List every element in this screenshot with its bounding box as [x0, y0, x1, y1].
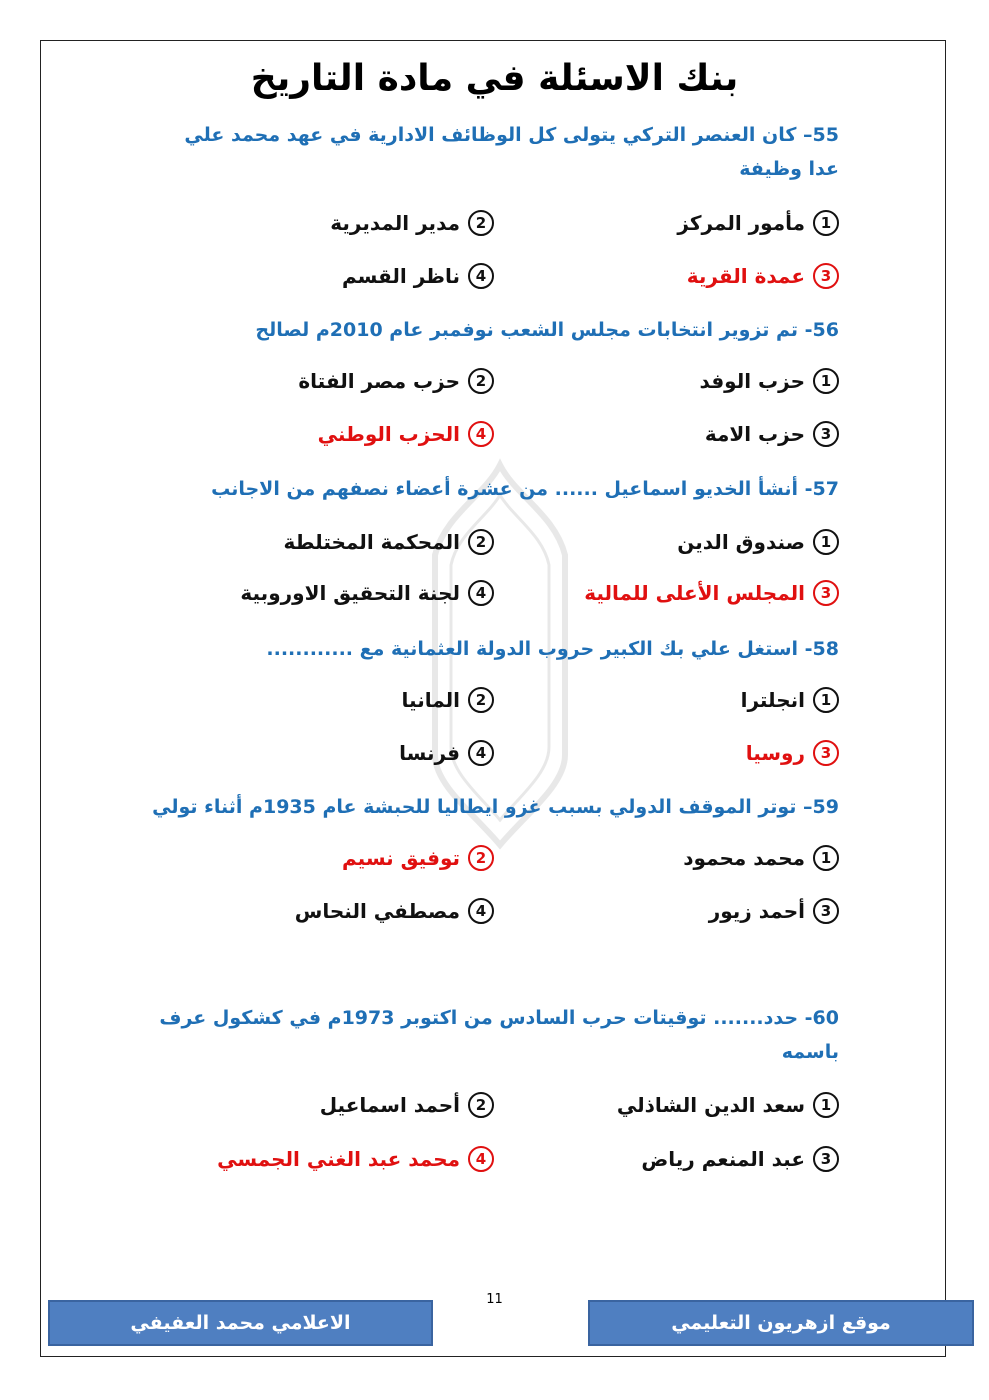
option-label: لجنة التحقيق الاوروبية — [240, 581, 460, 605]
option-label: حزب الوفد — [699, 369, 805, 393]
option-number: 3 — [813, 263, 839, 289]
option-label: محمد عبد الغني الجمسي — [217, 1147, 460, 1171]
option-57-4 — [240, 580, 494, 606]
option-55-2 — [330, 210, 494, 236]
option-58-4 — [399, 740, 494, 766]
option-number: 3 — [813, 740, 839, 766]
option-number: 2 — [468, 845, 494, 871]
option-57-1 — [677, 529, 839, 555]
option-label: عمدة القرية — [686, 264, 805, 288]
question-58: 58- استغل علي بك الكبير حروب الدولة العثمانية مع ............ — [266, 638, 839, 660]
option-label: انجلترا — [740, 688, 805, 712]
question-56: 56- تم تزوير انتخابات مجلس الشعب نوفمبر عام 2010م لصالح — [255, 319, 839, 341]
option-number: 4 — [468, 421, 494, 447]
option-label: صندوق الدين — [677, 530, 805, 554]
option-label: فرنسا — [399, 741, 460, 765]
option-label: محمد محمود — [683, 846, 805, 870]
option-label: حزب الامة — [704, 422, 805, 446]
option-number: 3 — [813, 898, 839, 924]
option-number: 3 — [813, 580, 839, 606]
option-number: 1 — [813, 1092, 839, 1118]
option-60-4-correct — [217, 1146, 494, 1172]
option-label: توفيق نسيم — [341, 846, 460, 870]
option-number: 2 — [468, 1092, 494, 1118]
option-59-1 — [683, 845, 839, 871]
option-58-1 — [741, 687, 839, 713]
option-57-2 — [284, 529, 494, 555]
option-56-2 — [298, 368, 494, 394]
question-59: 59– توتر الموقف الدولي بسبب غزو ايطاليا للحبشة عام 1935م أثناء تولي — [152, 796, 839, 818]
option-59-3 — [709, 898, 839, 924]
page-title: بنك الاسئلة في مادة التاريخ — [250, 58, 739, 99]
footer-site-box: موقع ازهريون التعليمي — [588, 1300, 974, 1346]
option-label: الحزب الوطني — [317, 422, 460, 446]
option-label: مدير المديرية — [330, 211, 460, 235]
option-59-4 — [295, 898, 494, 924]
option-number: 4 — [468, 898, 494, 924]
option-label: ناظر القسم — [341, 264, 460, 288]
option-label: روسيا — [745, 741, 805, 765]
option-number: 4 — [468, 1146, 494, 1172]
option-56-1 — [700, 368, 839, 394]
option-60-1 — [617, 1092, 839, 1118]
option-label: أحمد اسماعيل — [319, 1093, 460, 1117]
option-label: المجلس الأعلى للمالية — [584, 581, 805, 605]
question-57: 57- أنشأ الخديو اسماعيل ...... من عشرة أعضاء نصفهم من الاجانب — [211, 478, 839, 500]
option-label: عبد المنعم رياض — [641, 1147, 805, 1171]
option-number: 1 — [813, 368, 839, 394]
option-label: حزب مصر الفتاة — [298, 369, 460, 393]
option-number: 1 — [813, 687, 839, 713]
option-label: مأمور المركز — [677, 211, 805, 235]
question-60: 60- حدد....... توقيتات حرب السادس من اكتوبر 1973م في كشكول عرف باسمه — [159, 1007, 839, 1063]
option-59-2-correct — [342, 845, 494, 871]
option-55-1 — [677, 210, 839, 236]
option-number: 4 — [468, 263, 494, 289]
option-number: 2 — [468, 210, 494, 236]
option-label: سعد الدين الشاذلي — [616, 1093, 805, 1117]
option-57-3-correct — [584, 580, 839, 606]
option-label: المحكمة المختلطة — [283, 530, 460, 554]
option-56-3 — [705, 421, 839, 447]
option-number: 3 — [813, 421, 839, 447]
option-label: المانيا — [401, 688, 460, 712]
option-number: 3 — [813, 1146, 839, 1172]
option-number: 1 — [813, 845, 839, 871]
option-number: 2 — [468, 368, 494, 394]
option-number: 4 — [468, 580, 494, 606]
page-number: 11 — [486, 1292, 503, 1307]
footer-author-box: الاعلامي محمد العفيفي — [48, 1300, 433, 1346]
option-58-3-correct — [746, 740, 839, 766]
option-label: أحمد زيور — [708, 899, 805, 923]
option-number: 2 — [468, 687, 494, 713]
option-60-2 — [320, 1092, 494, 1118]
option-number: 4 — [468, 740, 494, 766]
option-56-4-correct — [318, 421, 494, 447]
option-number: 1 — [813, 529, 839, 555]
option-55-3-correct — [687, 263, 839, 289]
option-60-3 — [641, 1146, 839, 1172]
question-55: 55– كان العنصر التركي يتولى كل الوظائف الادارية في عهد محمد علي عدا وظيفة — [184, 124, 839, 180]
option-number: 2 — [468, 529, 494, 555]
option-55-4 — [342, 263, 494, 289]
option-58-2 — [402, 687, 494, 713]
option-label: مصطفي النحاس — [294, 899, 460, 923]
option-number: 1 — [813, 210, 839, 236]
